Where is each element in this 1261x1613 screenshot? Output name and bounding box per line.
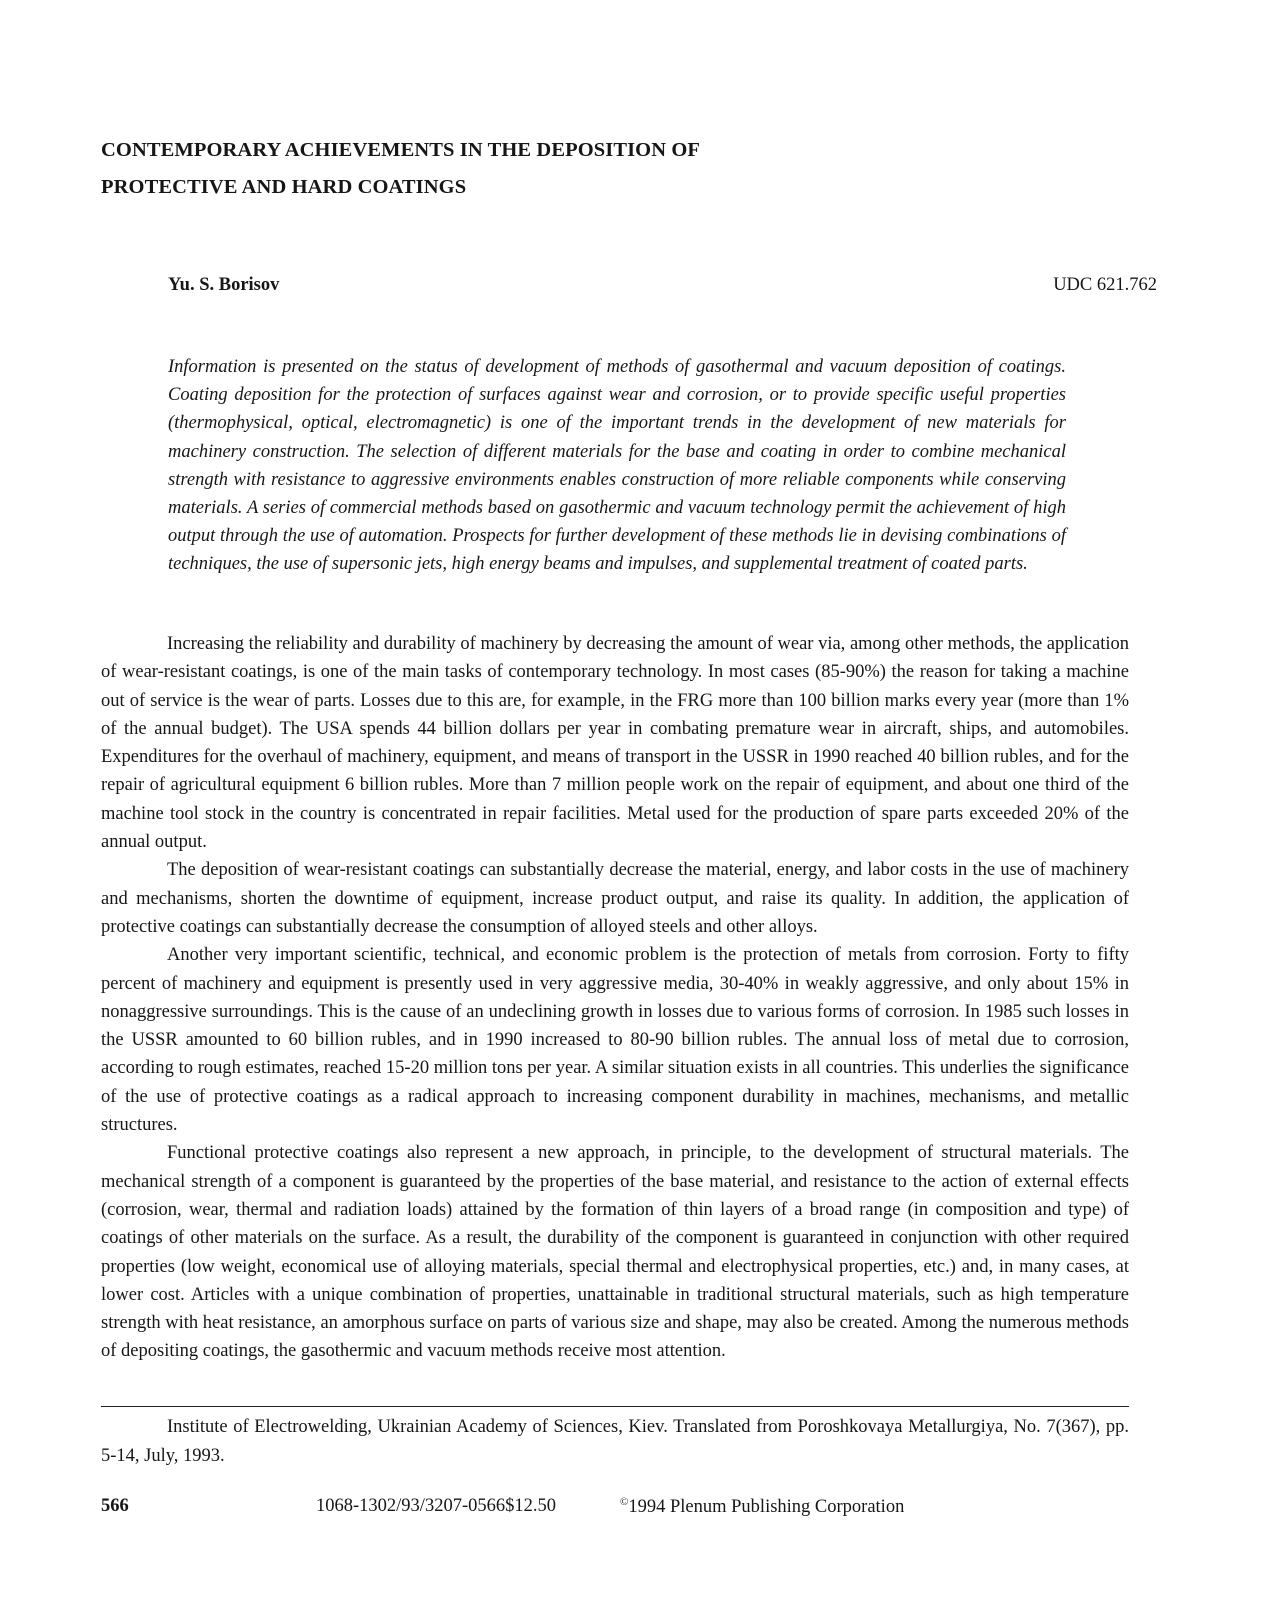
article-title-line-2: PROTECTIVE AND HARD COATINGS bbox=[101, 176, 467, 198]
publication-code: 1068-1302/93/3207-0566$12.50 bbox=[316, 1496, 556, 1516]
article-title bbox=[101, 132, 1001, 206]
copyright-symbol: © bbox=[620, 1496, 629, 1508]
body-paragraph: Functional protective coatings also represent a new approach, in principle, to the development of structural materials. The mechanical strength of a component is guaranteed by the properties of the base material, and resistance to the action of external effects (corrosion, wear, thermal and radiation loads) attained by the formation of thin layers of a broad range (in composition and type) of coatings of other materials on the surface. As a result, the durability of the component is guaranteed in conjunction with other required properties (low weight, economical use of alloying materials, special thermal and electrophysical properties, etc.) and, in many cases, at lower cost. Articles with a unique combination of properties, unattainable in traditional structural materials, such as high temperature strength with heat resistance, an amorphous surface on parts of various size and shape, may also be created. Among the numerous methods of depositing coatings, the gasothermic and vacuum methods receive most attention. bbox=[101, 1143, 1129, 1362]
udc-code: UDC 621.762 bbox=[1053, 275, 1157, 295]
footnote-text: Institute of Electrowelding, Ukrainian Academy of Sciences, Kiev. Translated from Poroshkovaya Metallurgiya, No. 7(367), pp. 5-14, July, 1993. bbox=[101, 1417, 1129, 1466]
copyright-notice bbox=[620, 1496, 904, 1518]
abstract: Information is presented on the status of development of methods of gasothermal and vacuum deposition of coatings. Coating deposition for the protection of surfaces against wear and corrosion, or to provide specific useful properties (thermophysical, optical, electromagnetic) is one of the important trends in the development of new materials for machinery construction. The selection of different materials for the base and coating in order to combine mechanical strength with resistance to aggressive environments enables construction of more reliable components while conserving materials. A series of commercial methods based on gasothermic and vacuum technology permit the achievement of high output through the use of automation. Prospects for further development of these methods lie in devising combinations of techniques, the use of supersonic jets, high energy beams and impulses, and supplemental treatment of coated parts. bbox=[168, 357, 1066, 575]
body-paragraph: Another very important scientific, technical, and economic problem is the protection of metals from corrosion. Forty to fifty percent of machinery and equipment is presently used in very aggressive media, 30-40% in weakly aggressive, and only about 15% in nonaggressive surroundings. This is the cause of an undeclining growth in losses due to various forms of corrosion. In 1985 such losses in the USSR amounted to 60 billion rubles, and in 1990 increased to 80-90 billion rubles. The annual loss of metal due to corrosion, according to rough estimates, reached 15-20 million tons per year. A similar situation exists in all countries. This underlies the significance of the use of protective coatings as a radical approach to increasing component durability in machines, mechanisms, and metallic structures. bbox=[101, 945, 1129, 1136]
footnote-divider bbox=[101, 1406, 1129, 1407]
body-paragraph: The deposition of wear-resistant coatings can substantially decrease the material, energy, and labor costs in the use of machinery and mechanisms, shorten the downtime of equipment, increase product output, and raise its quality. In addition, the application of protective coatings can substantially decrease the consumption of alloyed steels and other alloys. bbox=[101, 860, 1129, 937]
author-name: Yu. S. Borisov bbox=[168, 275, 280, 295]
page-number: 566 bbox=[101, 1496, 129, 1516]
copyright-text: 1994 Plenum Publishing Corporation bbox=[628, 1497, 905, 1518]
article-title-line-1: CONTEMPORARY ACHIEVEMENTS IN THE DEPOSITION OF bbox=[101, 139, 701, 161]
body-paragraph: Increasing the reliability and durability of machinery by decreasing the amount of wear via, among other methods, the application of wear-resistant coatings, is one of the main tasks of contemporary technology. In most cases (85-90%) the reason for taking a machine out of service is the wear of parts. Losses due to this are, for example, in the FRG more than 100 billion marks every year (more than 1% of the annual budget). The USA spends 44 billion dollars per year in combating premature wear in aircraft, ships, and automobiles. Expenditures for the overhaul of machinery, equipment, and means of transport in the USSR in 1990 reached 40 billion rubles, and for the repair of agricultural equipment 6 billion rubles. More than 7 million people work on the repair of equipment, and about one third of the machine tool stock in the country is concentrated in repair facilities. Metal used for the production of spare parts exceeded 20% of the annual output. bbox=[101, 634, 1129, 853]
footnote bbox=[101, 1413, 1129, 1470]
article-body bbox=[101, 630, 1129, 1366]
